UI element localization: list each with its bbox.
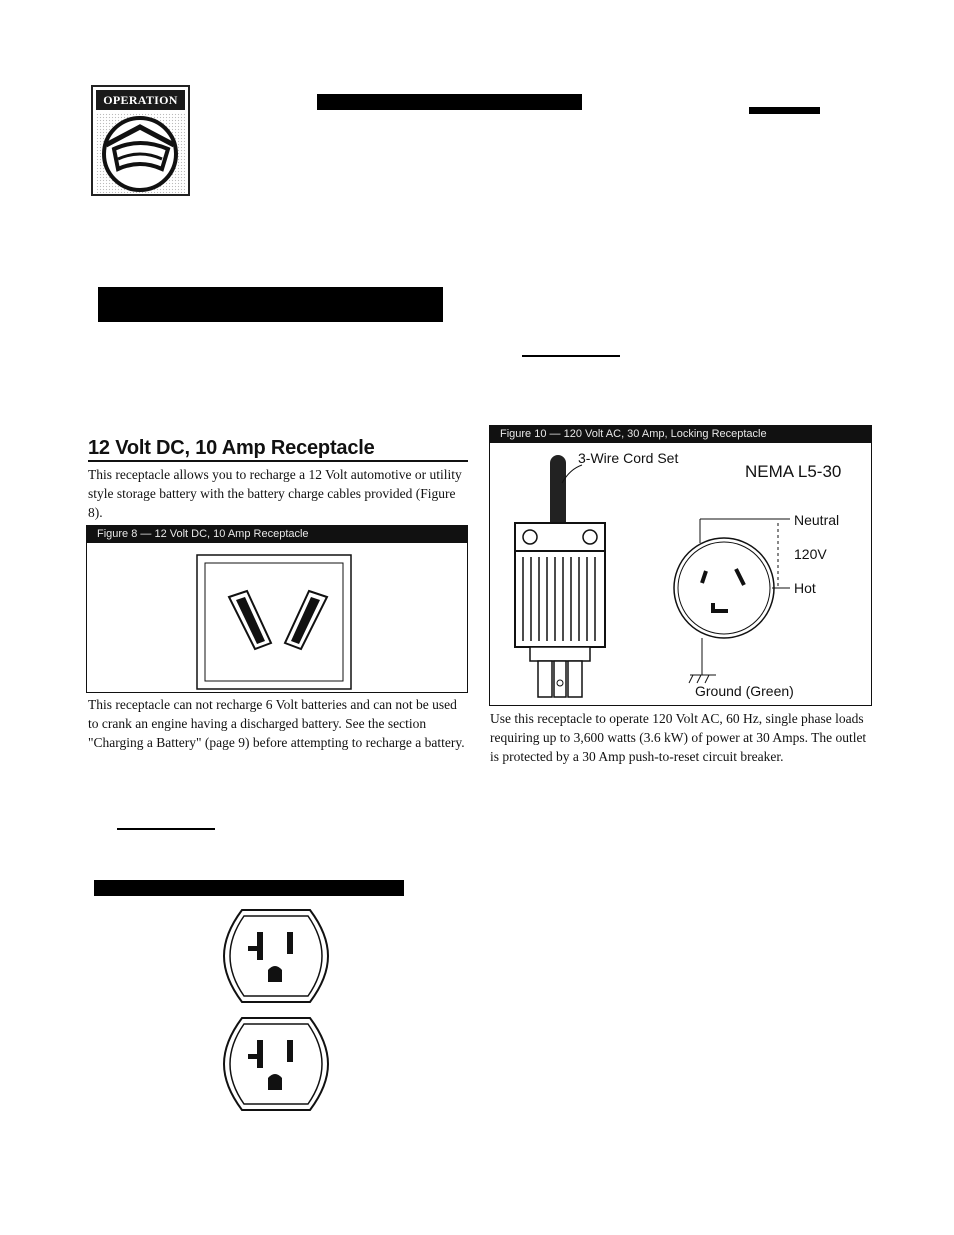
l5-30-plug-receptacle-illustration [490,443,870,705]
page-number-bar [749,107,820,114]
left-slot-icon [229,591,271,649]
12v-receptacle-illustration [87,543,466,691]
intro-paragraph-12v: This receptacle allows you to recharge a 12 Volt automotive or utility style storage battery with the battery charge cables provided (Figure 8). [88,467,462,520]
figure-10-title: Figure 10 — 120 Volt AC, 30 Amp, Locking Receptacle [490,426,871,443]
section-heading-12v: 12 Volt DC, 10 Amp Receptacle [88,437,375,459]
underline-mark [522,355,620,357]
figure-8 [86,525,468,693]
section-title-bar [98,287,443,322]
figure-8-title: Figure 8 — 12 Volt DC, 10 Amp Receptacle [87,526,467,543]
operation-badge [91,85,190,196]
label-neutral: Neutral [794,512,840,528]
right-slot-icon [285,591,327,649]
operation-badge-title: OPERATION [96,90,185,110]
label-ground: Ground (Green) [695,683,794,699]
label-voltage: 120V [794,546,827,562]
section-heading-rule [88,460,468,462]
outlet-upper-icon [224,910,328,1002]
outlet-lower-icon [224,1018,328,1110]
underline-mark-lower [117,828,215,830]
label-nema: NEMA L5-30 [745,462,842,481]
label-hot: Hot [794,580,816,596]
label-cord-set: 3-Wire Cord Set [578,450,679,466]
after-paragraph-120v: Use this receptacle to operate 120 Volt AC, 60 Hz, single phase loads requiring up to 3,600 watts (3.6 kW) of power at 30 Amps. The outlet is protected by a 30 Amp push-to-reset circuit breaker. [490,711,867,764]
figure-10 [489,425,872,706]
duplex-outlet-illustration [220,906,332,1114]
operation-badge-art [96,113,185,193]
subsection-title-bar [94,880,404,896]
after-paragraph-12v: This receptacle can not recharge 6 Volt batteries and can not be used to crank an engine having a discharged battery. See the section "Charging a Battery" (page 9) before attempting to recharge a battery. [88,697,465,750]
title-bar [317,94,582,110]
manual-book-icon [96,113,185,193]
